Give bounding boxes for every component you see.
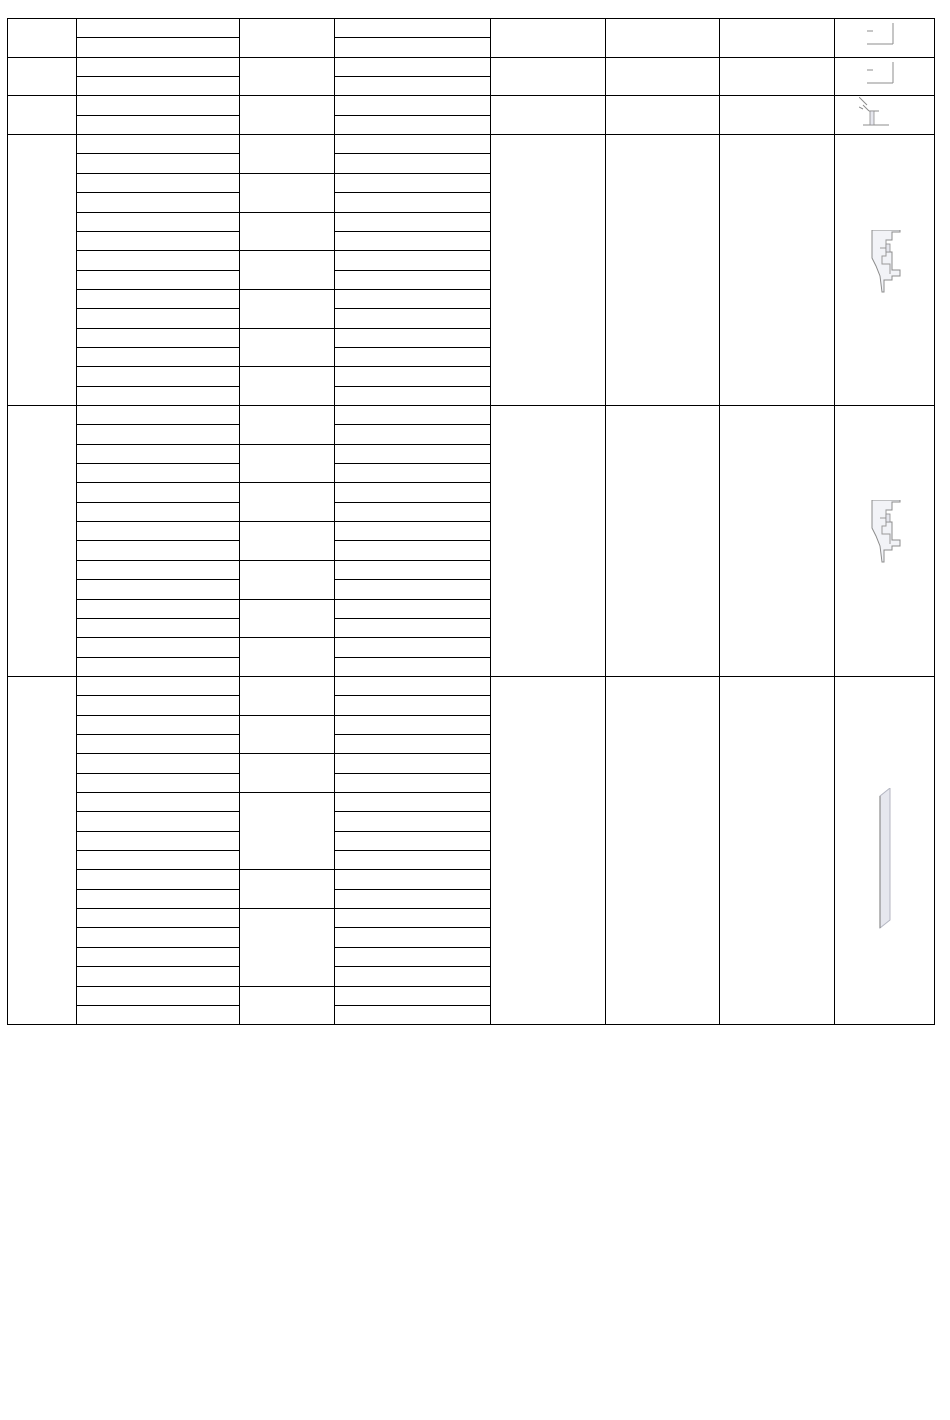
glass-panel-profile-icon (876, 788, 894, 932)
column-divider-2 (239, 18, 240, 1025)
code-cell-divider (239, 986, 335, 987)
code-cell-divider (239, 289, 335, 290)
sub-row-divider-spec (334, 366, 491, 367)
sub-row-divider-spec (334, 773, 491, 774)
sub-row-divider-name (76, 482, 240, 483)
sub-row-divider-spec (334, 502, 491, 503)
sub-row-divider-name (76, 250, 240, 251)
code-cell-divider (239, 560, 335, 561)
sub-row-divider-name (76, 966, 240, 967)
sub-row-divider-spec (334, 753, 491, 754)
code-cell-divider (239, 212, 335, 213)
sub-row-divider-name (76, 212, 240, 213)
group-divider (7, 134, 935, 135)
sub-row-divider-spec (334, 328, 491, 329)
column-divider-4 (490, 18, 491, 1025)
sub-row-divider-spec (334, 734, 491, 735)
sub-row-divider-spec (334, 115, 491, 116)
column-divider-1 (76, 18, 77, 1025)
sub-row-divider-spec (334, 618, 491, 619)
table-top-border (7, 18, 935, 19)
sub-row-divider-spec (334, 153, 491, 154)
flat-bracket-icon (867, 62, 897, 86)
column-divider-5 (605, 18, 606, 1025)
sub-row-divider-spec (334, 695, 491, 696)
sub-row-divider-spec (334, 347, 491, 348)
code-cell-divider (239, 250, 335, 251)
sub-row-divider-name (76, 599, 240, 600)
sub-row-divider-name (76, 192, 240, 193)
sub-row-divider-name (76, 386, 240, 387)
sub-row-divider-spec (334, 792, 491, 793)
group-divider (7, 405, 935, 406)
sub-row-divider-name (76, 424, 240, 425)
sub-row-divider-spec (334, 1005, 491, 1006)
sub-row-divider-name (76, 618, 240, 619)
code-cell-divider (239, 328, 335, 329)
column-divider-6 (719, 18, 720, 1025)
sub-row-divider-spec (334, 444, 491, 445)
sub-row-divider-spec (334, 463, 491, 464)
code-cell-divider (239, 482, 335, 483)
sub-row-divider-name (76, 328, 240, 329)
sub-row-divider-spec (334, 560, 491, 561)
sub-row-divider-name (76, 657, 240, 658)
sub-row-divider-spec (334, 37, 491, 38)
code-cell-divider (239, 173, 335, 174)
sub-row-divider-name (76, 173, 240, 174)
column-divider-0 (7, 18, 8, 1025)
sub-row-divider-name (76, 695, 240, 696)
sub-row-divider-spec (334, 424, 491, 425)
code-cell-divider (239, 715, 335, 716)
sub-row-divider-spec (334, 386, 491, 387)
sub-row-divider-name (76, 947, 240, 948)
sub-row-divider-spec (334, 715, 491, 716)
sub-row-divider-spec (334, 947, 491, 948)
sub-row-divider-spec (334, 986, 491, 987)
column-divider-3 (334, 18, 335, 1025)
sub-row-divider-name (76, 270, 240, 271)
sub-row-divider-name (76, 927, 240, 928)
sub-row-divider-name (76, 366, 240, 367)
sub-row-divider-name (76, 521, 240, 522)
sub-row-divider-name (76, 560, 240, 561)
sub-row-divider-spec (334, 637, 491, 638)
sub-row-divider-spec (334, 308, 491, 309)
sub-row-divider-name (76, 869, 240, 870)
group-divider (7, 95, 935, 96)
sub-row-divider-spec (334, 599, 491, 600)
sub-row-divider-name (76, 753, 240, 754)
sub-row-divider-name (76, 463, 240, 464)
sub-row-divider-spec (334, 811, 491, 812)
sub-row-divider-name (76, 37, 240, 38)
sub-row-divider-name (76, 889, 240, 890)
sub-row-divider-spec (334, 927, 491, 928)
sub-row-divider-spec (334, 966, 491, 967)
sub-row-divider-name (76, 734, 240, 735)
sub-row-divider-name (76, 850, 240, 851)
group-divider (7, 676, 935, 677)
code-cell-divider (239, 869, 335, 870)
sub-row-divider-name (76, 792, 240, 793)
sub-row-divider-name (76, 908, 240, 909)
sub-row-divider-spec (334, 250, 491, 251)
code-cell-divider (239, 753, 335, 754)
sub-row-divider-spec (334, 657, 491, 658)
sub-row-divider-name (76, 637, 240, 638)
sub-row-divider-name (76, 579, 240, 580)
stepped-frame-profile-icon (870, 500, 904, 566)
sub-row-divider-name (76, 811, 240, 812)
column-divider-8 (934, 18, 935, 1025)
column-divider-7 (834, 18, 835, 1025)
sub-row-divider-name (76, 773, 240, 774)
code-cell-divider (239, 599, 335, 600)
group-divider (7, 57, 935, 58)
code-cell-divider (239, 637, 335, 638)
sub-row-divider-spec (334, 850, 491, 851)
sub-row-divider-spec (334, 289, 491, 290)
sub-row-divider-spec (334, 540, 491, 541)
code-cell-divider (239, 792, 335, 793)
table-bottom-border (7, 1024, 935, 1025)
sub-row-divider-spec (334, 76, 491, 77)
sub-row-divider-name (76, 308, 240, 309)
sub-row-divider-spec (334, 173, 491, 174)
sub-row-divider-spec (334, 482, 491, 483)
sub-row-divider-name (76, 153, 240, 154)
sub-row-divider-name (76, 444, 240, 445)
sub-row-divider-spec (334, 192, 491, 193)
sub-row-divider-name (76, 289, 240, 290)
sub-row-divider-name (76, 715, 240, 716)
sub-row-divider-spec (334, 212, 491, 213)
code-cell-divider (239, 908, 335, 909)
code-cell-divider (239, 366, 335, 367)
sub-row-divider-name (76, 986, 240, 987)
sub-row-divider-spec (334, 579, 491, 580)
sub-row-divider-name (76, 1005, 240, 1006)
sub-row-divider-name (76, 76, 240, 77)
sub-row-divider-name (76, 540, 240, 541)
sub-row-divider-spec (334, 869, 491, 870)
sub-row-divider-spec (334, 889, 491, 890)
sub-row-divider-name (76, 115, 240, 116)
sub-row-divider-name (76, 347, 240, 348)
sub-row-divider-name (76, 502, 240, 503)
code-cell-divider (239, 521, 335, 522)
sub-row-divider-spec (334, 831, 491, 832)
sub-row-divider-spec (334, 908, 491, 909)
sub-row-divider-spec (334, 521, 491, 522)
sub-row-divider-name (76, 231, 240, 232)
sub-row-divider-spec (334, 231, 491, 232)
sub-row-divider-spec (334, 270, 491, 271)
stepped-frame-profile-icon (870, 230, 904, 296)
t-joint-profile-icon (859, 97, 893, 129)
flat-bracket-icon (867, 23, 897, 47)
sub-row-divider-name (76, 831, 240, 832)
code-cell-divider (239, 444, 335, 445)
